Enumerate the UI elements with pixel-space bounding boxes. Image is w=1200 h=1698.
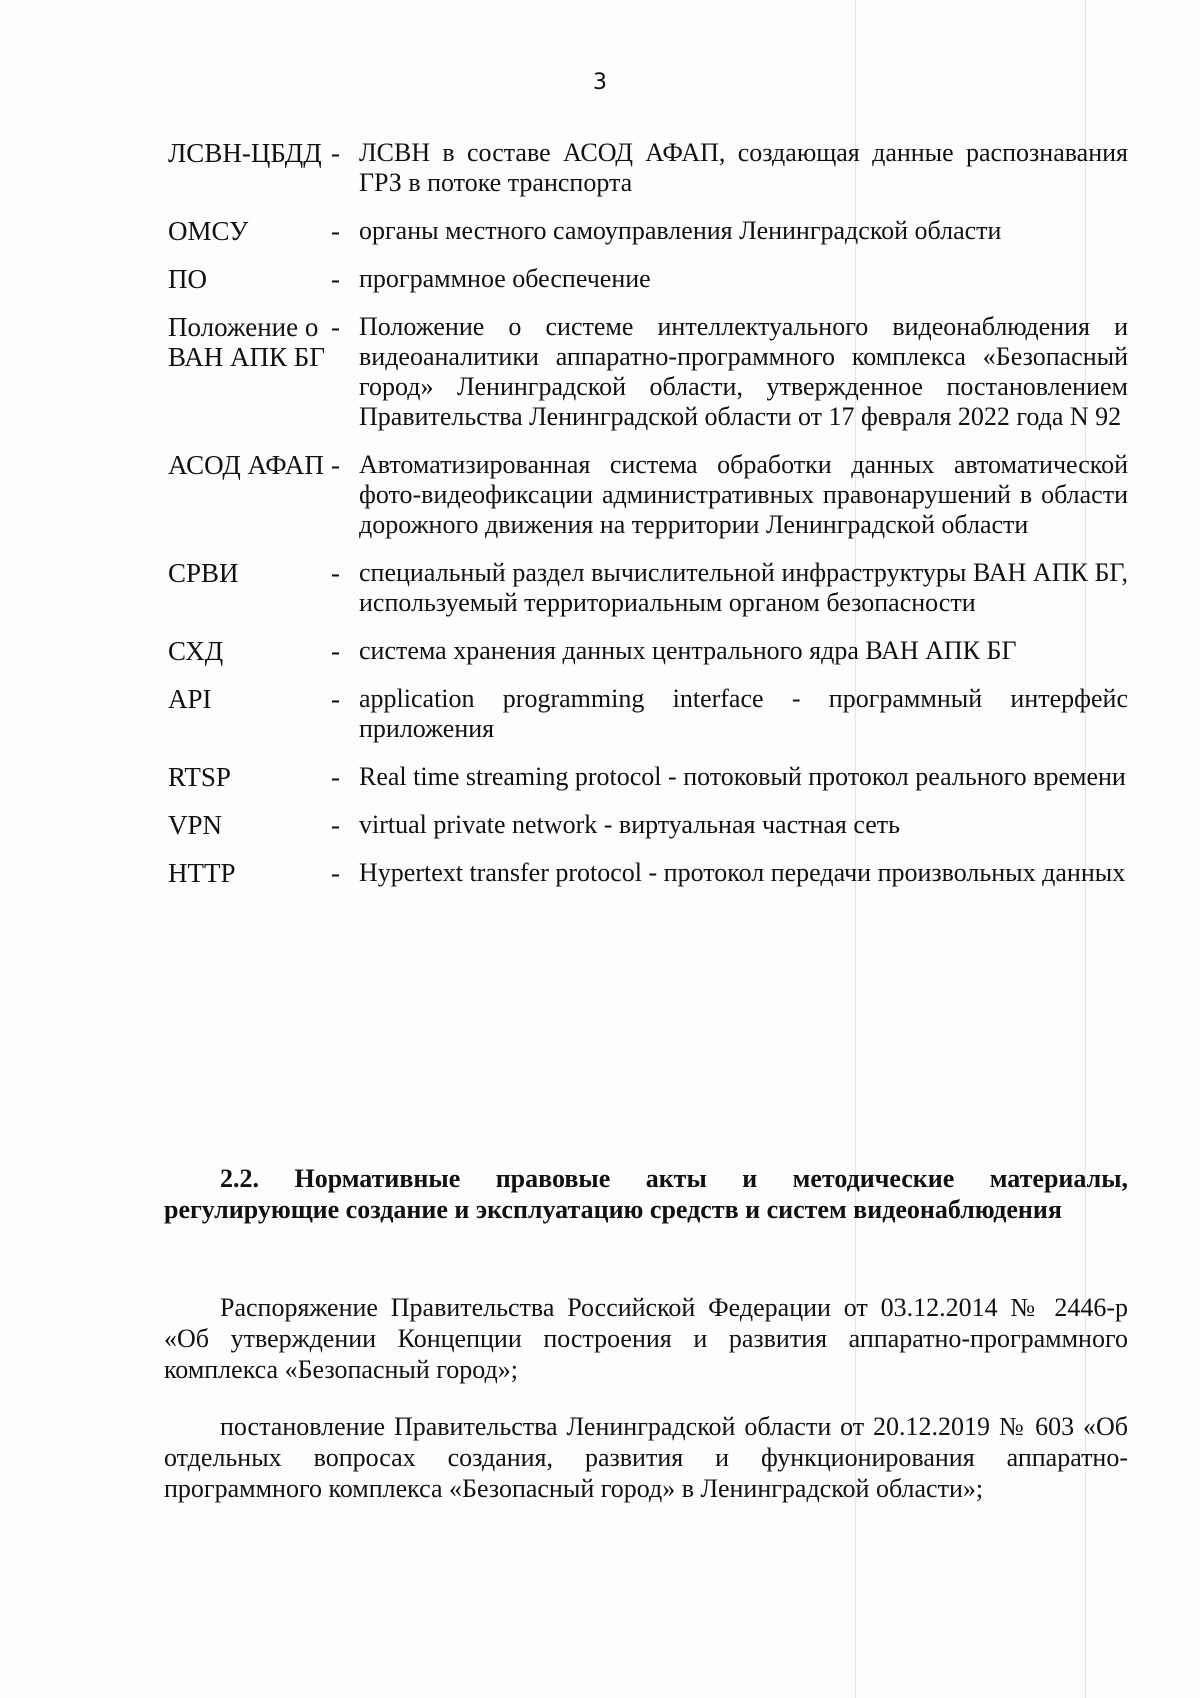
abbreviation-dash: - <box>331 450 340 480</box>
abbreviation-definition: Положение о системе интеллектуального видеонаблюдения и видеоаналитики аппаратно-программного комплекса «Безопасный город» Ленинградской области, утвержденное постановлением Правительства Ленинградской области от 17 февраля 2022 года N 92 <box>359 312 1128 431</box>
abbreviation-dash: - <box>331 858 340 888</box>
abbreviation-definition: специальный раздел вычислительной инфраструктуры ВАН АПК БГ, используемый территориальным органом безопасности <box>359 558 1128 617</box>
abbreviation-term: ЛСВН-ЦБДД <box>168 138 322 168</box>
abbreviation-dash: - <box>331 558 340 588</box>
abbreviation-term: API <box>168 684 212 714</box>
section-heading: 2.2. Нормативные правовые акты и методические материалы, регулирующие создание и эксплуатацию средств и систем видеонаблюдения <box>164 1164 1128 1224</box>
abbreviation-term: ПО <box>168 264 207 294</box>
abbreviation-term: HTTP <box>168 858 236 888</box>
abbreviation-definition: application programming interface - программный интерфейс приложения <box>359 684 1128 743</box>
body-paragraph: постановление Правительства Ленинградской области от 20.12.2019 № 603 «Об отдельных вопросах создания, развития и функционирования аппаратно-программного комплекса «Безопасный город» в Ленинградской области»; <box>164 1412 1128 1503</box>
abbreviation-dash: - <box>331 684 340 714</box>
abbreviation-definition: Автоматизированная система обработки данных автоматической фото-видеофиксации административных правонарушений в области дорожного движения на территории Ленинградской области <box>359 450 1128 539</box>
abbreviation-dash: - <box>331 138 340 168</box>
abbreviation-row <box>168 810 1128 840</box>
abbreviation-definition: система хранения данных центрального ядра ВАН АПК БГ <box>359 636 1017 665</box>
abbreviation-dash: - <box>331 762 340 792</box>
abbreviation-term: Положение о ВАН АПК БГ <box>168 312 325 372</box>
abbreviation-term: АСОД АФАП <box>168 450 324 480</box>
abbreviation-row <box>168 762 1128 792</box>
abbreviation-term: RTSP <box>168 762 231 792</box>
abbreviation-list <box>168 138 1128 906</box>
abbreviation-row <box>168 264 1128 294</box>
body-paragraphs <box>164 1292 1128 1530</box>
abbreviation-term: VPN <box>168 810 223 840</box>
abbreviation-row <box>168 558 1128 618</box>
abbreviation-dash: - <box>331 312 340 342</box>
abbreviation-row <box>168 138 1128 198</box>
abbreviation-row <box>168 216 1128 246</box>
page-number: 3 <box>593 70 607 95</box>
abbreviation-row <box>168 636 1128 666</box>
abbreviation-dash: - <box>331 264 340 294</box>
abbreviation-term: ОМСУ <box>168 216 249 246</box>
abbreviation-term: СРВИ <box>168 558 239 588</box>
abbreviation-definition: ЛСВН в составе АСОД АФАП, создающая данные распознавания ГРЗ в потоке транспорта <box>359 138 1128 197</box>
abbreviation-definition: Hypertext transfer protocol - протокол передачи произвольных данных <box>359 858 1126 887</box>
abbreviation-dash: - <box>331 216 340 246</box>
abbreviation-term: СХД <box>168 636 224 666</box>
abbreviation-definition: программное обеспечение <box>359 264 651 293</box>
abbreviation-row <box>168 684 1128 744</box>
abbreviation-definition: virtual private network - виртуальная частная сеть <box>359 810 900 839</box>
abbreviation-definition: органы местного самоуправления Ленинградской области <box>359 216 1002 245</box>
abbreviation-dash: - <box>331 636 340 666</box>
abbreviation-dash: - <box>331 810 340 840</box>
abbreviation-row <box>168 450 1128 540</box>
body-paragraph: Распоряжение Правительства Российской Федерации от 03.12.2014 № 2446-р «Об утверждении Концепции построения и развития аппаратно-программного комплекса «Безопасный город»; <box>164 1293 1128 1384</box>
abbreviation-row <box>168 858 1128 888</box>
abbreviation-row <box>168 312 1128 432</box>
abbreviation-definition: Real time streaming protocol - потоковый протокол реального времени <box>359 762 1126 791</box>
